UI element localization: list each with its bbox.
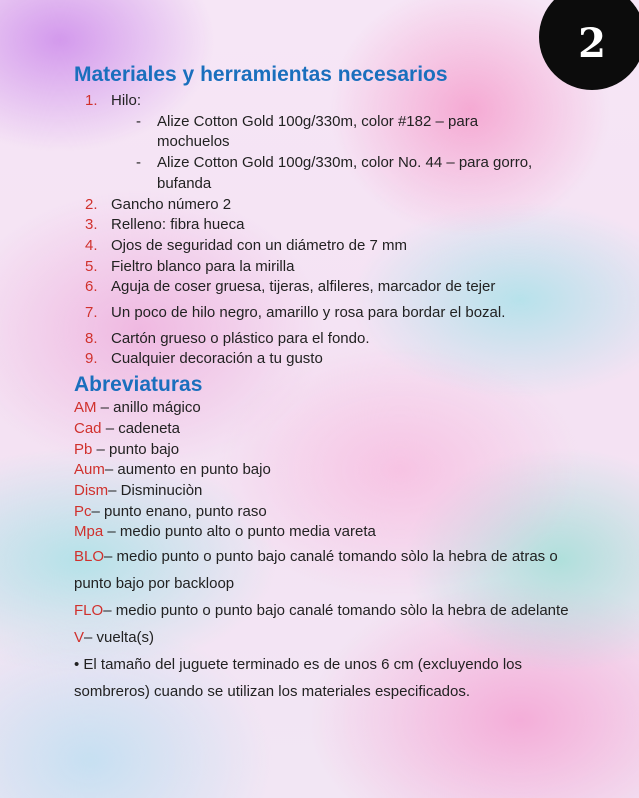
list-item xyxy=(85,303,574,324)
abbreviation-text: – vuelta(s) xyxy=(84,629,155,647)
abbreviation-text: – punto bajo xyxy=(92,440,180,458)
abbreviation-code: Pc xyxy=(74,502,92,520)
abbreviation-row xyxy=(74,419,574,440)
item-text: Cartón grueso o plástico para el fondo. xyxy=(111,329,370,347)
abbreviation-text: – Disminuciòn xyxy=(108,481,203,499)
materials-heading: Materiales y herramientas necesarios xyxy=(74,63,448,86)
item-text: Un poco de hilo negro, amarillo y rosa para bordar el bozal. xyxy=(111,304,506,322)
abbreviation-code: V xyxy=(74,629,85,647)
list-item xyxy=(85,195,574,216)
item-number: 7. xyxy=(85,304,98,322)
abbreviation-row xyxy=(74,543,574,597)
abbreviation-code: Aum xyxy=(74,461,105,479)
size-note: • El tamaño del juguete terminado es de unos 6 cm (excluyendo los sombreros) cuando se utilizan los materiales especificados. xyxy=(74,656,523,701)
abbreviation-text: – medio punto o punto bajo canalé tomando sòlo la hebra de adelante xyxy=(103,602,569,620)
abbreviation-row xyxy=(74,440,574,461)
sublist-text: Alize Cotton Gold 100g/330m, color #182 – para mochuelos xyxy=(157,112,479,151)
abbreviation-text: – aumento en punto bajo xyxy=(104,461,271,479)
abbreviation-text: – punto enano, punto raso xyxy=(91,502,267,520)
abbreviations-heading: Abreviaturas xyxy=(74,373,203,397)
sublist-item xyxy=(136,112,574,153)
item-number: 5. xyxy=(85,257,98,275)
abbreviation-row xyxy=(74,522,574,543)
abbreviation-text: – medio punto alto o punto media vareta xyxy=(103,523,376,541)
abbreviation-row xyxy=(74,481,574,502)
abbreviation-text: – cadeneta xyxy=(101,419,180,437)
list-item xyxy=(85,257,574,278)
item-number: 3. xyxy=(85,216,98,234)
item-text: Relleno: fibra hueca xyxy=(111,216,245,234)
sublist-text: Alize Cotton Gold 100g/330m, color No. 44 – para gorro, bufanda xyxy=(157,154,533,192)
abbreviation-code: Pb xyxy=(74,440,93,458)
dash-marker: - xyxy=(136,154,141,172)
abbreviation-code: Cad xyxy=(74,419,102,437)
page-number-badge: 2 xyxy=(539,0,639,90)
abbreviation-code: Dism xyxy=(74,481,109,499)
abbreviations-list xyxy=(74,398,574,651)
abbreviation-text: – anillo mágico xyxy=(96,399,201,417)
abbreviation-row xyxy=(74,597,574,624)
item-text: Aguja de coser gruesa, tijeras, alfileres, marcador de tejer xyxy=(111,278,496,296)
list-item xyxy=(85,277,574,298)
page-content xyxy=(74,62,574,705)
abbreviation-code: BLO xyxy=(74,548,105,566)
sublist-item xyxy=(136,153,574,194)
abbreviation-row xyxy=(74,624,574,651)
item-number: 1. xyxy=(85,92,98,109)
item-number: 2. xyxy=(85,195,98,213)
item-text: Fieltro blanco para la mirilla xyxy=(111,257,295,275)
abbreviation-row xyxy=(74,502,574,523)
yarn-sublist xyxy=(111,112,574,195)
item-text: Gancho número 2 xyxy=(111,195,232,213)
item-number: 8. xyxy=(85,329,98,347)
abbreviation-code: AM xyxy=(74,399,97,417)
item-text: Ojos de seguridad con un diámetro de 7 mm xyxy=(111,236,407,254)
abbreviation-code: Mpa xyxy=(74,523,104,541)
list-item xyxy=(85,215,574,236)
item-text: Cualquier decoración a tu gusto xyxy=(111,350,323,368)
item-number: 4. xyxy=(85,236,98,254)
list-item xyxy=(85,91,574,195)
item-text xyxy=(111,91,574,195)
abbreviation-text: – medio punto o punto bajo canalé tomando sòlo la hebra de atras o punto bajo por backloop xyxy=(74,548,558,593)
item-label: Hilo: xyxy=(111,92,142,109)
item-number: 9. xyxy=(85,350,98,368)
abbreviation-row xyxy=(74,398,574,419)
abbreviation-code: FLO xyxy=(74,602,104,620)
list-item xyxy=(85,236,574,257)
dash-marker: - xyxy=(136,112,141,130)
item-number: 6. xyxy=(85,278,98,296)
list-item xyxy=(85,329,574,350)
materials-list xyxy=(74,91,574,370)
abbreviation-row xyxy=(74,460,574,481)
list-item xyxy=(85,349,574,370)
